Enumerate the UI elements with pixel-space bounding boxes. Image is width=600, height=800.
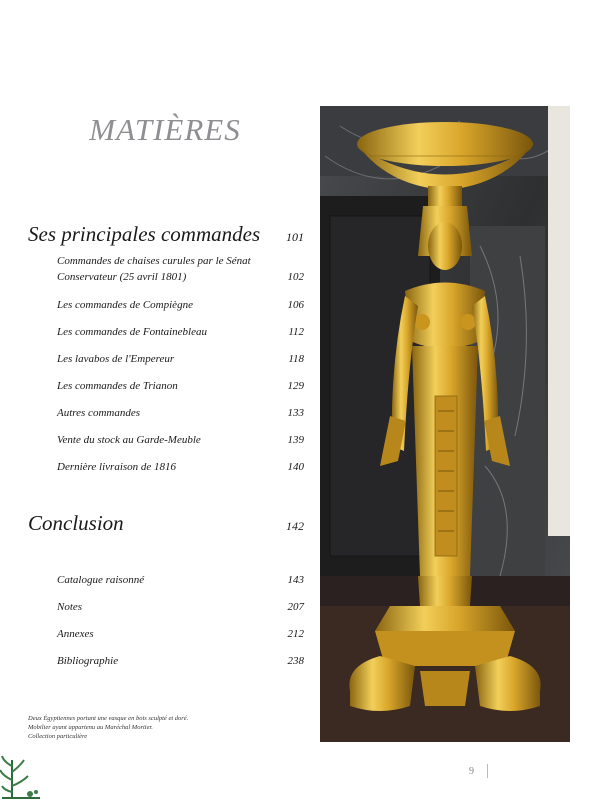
toc-entry-label: Vente du stock au Garde-Meuble	[57, 434, 201, 446]
toc-entry[interactable]	[57, 378, 304, 394]
toc-entry-page: 238	[287, 655, 304, 667]
toc-entry[interactable]	[57, 405, 304, 421]
folio-divider	[487, 764, 488, 778]
toc-entry[interactable]	[57, 351, 304, 367]
toc-entry-label: Les commandes de Trianon	[57, 380, 178, 392]
toc-entry[interactable]	[57, 626, 304, 642]
toc-entry[interactable]	[57, 297, 304, 313]
toc-entry[interactable]	[57, 459, 304, 475]
toc-entry-label: Notes	[57, 601, 83, 613]
toc-section-label: Ses principales commandes	[28, 222, 261, 246]
toc-entry-page: 133	[287, 407, 304, 419]
toc-section-page: 101	[286, 230, 304, 244]
toc-entry[interactable]	[57, 432, 304, 448]
toc-entry-label: Les commandes de Compiègne	[57, 299, 193, 311]
caption-line: Mobilier ayant appartenu au Maréchal Mortier.	[28, 724, 153, 731]
toc-section-heading[interactable]	[28, 222, 304, 247]
toc-section-heading[interactable]	[28, 511, 304, 536]
toc-entry-label: Dernière livraison de 1816	[57, 461, 177, 473]
toc-entry-page: 143	[287, 574, 304, 586]
toc-section-page: 142	[286, 519, 304, 533]
toc-entry-page: 139	[287, 434, 304, 446]
toc-entry[interactable]	[57, 653, 304, 669]
toc-entry[interactable]	[57, 324, 304, 340]
gilt-statue-photo	[320, 106, 570, 742]
toc-entry[interactable]	[57, 599, 304, 615]
toc-entry-label: Commandes de chaises curules par le Sénat Conservateur (25 avril 1801)	[57, 255, 251, 283]
toc-entry[interactable]	[57, 572, 304, 588]
toc-section-label: Conclusion	[28, 511, 124, 535]
toc-entry-page: 129	[287, 380, 304, 392]
toc-entry-page: 118	[288, 353, 304, 365]
toc-entry-page: 140	[287, 461, 304, 473]
page-title: MATIÈRES	[89, 112, 241, 147]
toc-entry-label: Catalogue raisonné	[57, 574, 145, 586]
toc-entry-page: 112	[288, 326, 304, 338]
plant-ornament-icon	[0, 752, 42, 800]
toc-entry-label: Annexes	[57, 628, 94, 640]
toc-entry-page: 212	[287, 628, 304, 640]
toc-entry-label: Bibliographie	[57, 655, 119, 667]
photo-caption	[28, 714, 298, 741]
toc-entry-page: 102	[287, 271, 304, 283]
page-number: 9	[469, 766, 474, 777]
toc-entry-page: 106	[287, 299, 304, 311]
toc-entry-label: Les commandes de Fontainebleau	[57, 326, 207, 338]
toc-entry-page: 207	[287, 601, 304, 613]
toc-entry-label: Autres commandes	[57, 407, 140, 419]
caption-line: Collection particulière	[28, 733, 88, 740]
caption-line: Deux Égyptiennes portant une vasque en bois sculpté et doré.	[28, 715, 189, 722]
toc-entry[interactable]	[57, 253, 304, 285]
toc-entry-label: Les lavabos de l'Empereur	[57, 353, 175, 365]
